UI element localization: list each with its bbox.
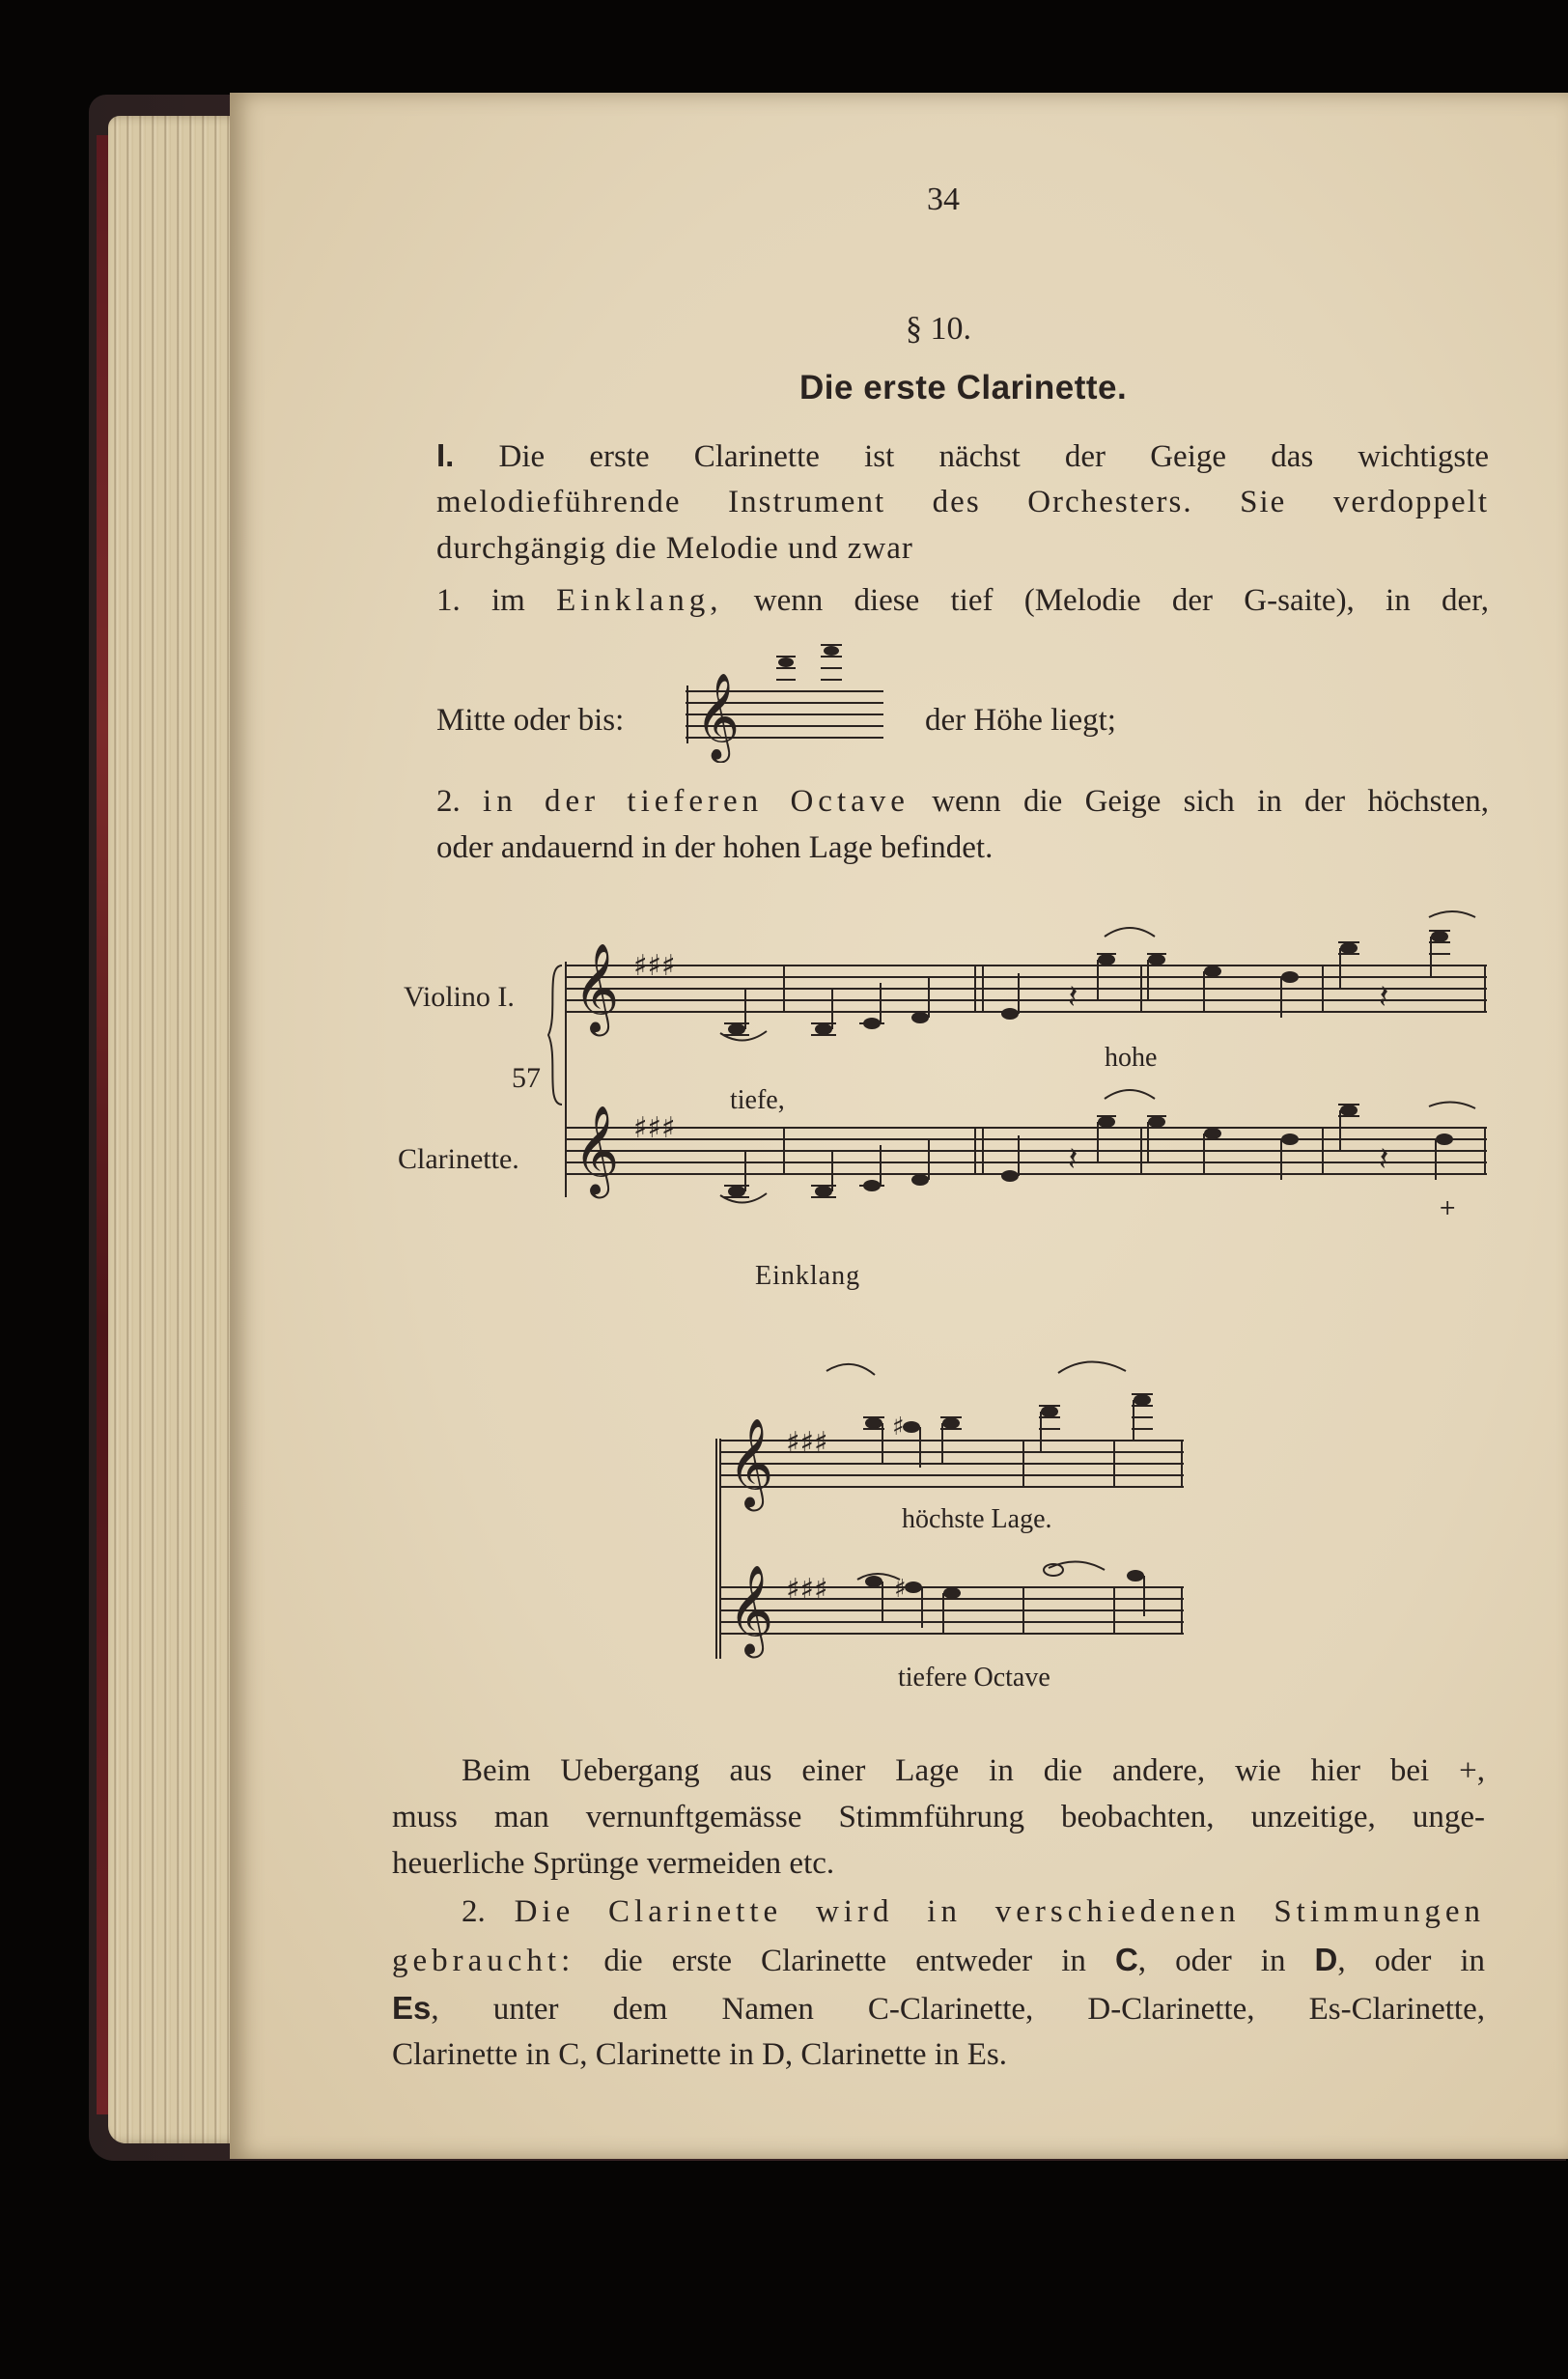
page-number: 34 [927,182,960,217]
svg-text:𝄽: 𝄽 [1379,978,1389,1017]
para4-line3 [392,1985,1485,2032]
para4-line2 [392,1937,1485,1984]
annotation-einklang: Einklang [755,1261,861,1291]
para4-line3-text: , unter dem Namen C-Clarinette, D-Clarinette, Es-Clarinette, [431,1992,1485,2027]
para1-line4-prefix: 1. im [436,583,525,618]
svg-text:𝄞: 𝄞 [728,1564,774,1654]
svg-text:♯♯♯: ♯♯♯ [633,949,676,983]
svg-text:♯: ♯ [892,1413,905,1441]
section-title: Die erste Clarinette. [799,369,1128,406]
svg-text:♯: ♯ [894,1575,907,1604]
para4-line2-b: , oder in [1137,1944,1286,1978]
svg-text:♯♯♯: ♯♯♯ [633,1111,676,1145]
annotation-hohe: hohe [1105,1043,1158,1073]
para1-line4-spaced: Einklang, [556,583,723,618]
para1-line5-before: Mitte oder bis: [436,703,625,738]
svg-text:𝄞: 𝄞 [574,1105,620,1194]
para4-line2-spaced: gebraucht: [392,1944,575,1978]
key-d: D [1314,1942,1338,1977]
svg-text:+: + [1439,1196,1457,1220]
para4-line4: Clarinette in C, Clarinette in D, Clarinette in Es. [392,2037,1007,2072]
svg-text:♯♯♯: ♯♯♯ [786,1426,828,1460]
clarinet-label: Clarinette. [398,1143,519,1175]
music-example-system-1 [541,908,1487,1255]
annotation-tiefere-octave: tiefere Octave [898,1663,1050,1693]
para1-line1-text: Die erste Clarinette ist nächst der Geige das wichtigste [498,439,1489,474]
para1-line2 [436,479,1489,525]
annotation-tiefe: tiefe, [730,1085,785,1115]
section-number: § 10. [906,311,971,347]
example-number: 57 [512,1062,541,1094]
para1-line4-rest: wenn diese tief (Melodie der G-saite), in der, [753,583,1490,618]
annotation-hochste-lage: höchste Lage. [902,1504,1052,1534]
para4-prefix: 2. [462,1894,486,1929]
para2-prefix: 2. [436,784,461,819]
key-es: Es [392,1990,432,2026]
para2-line1 [436,778,1489,825]
para4-line2-c: , oder in [1337,1944,1486,1978]
svg-text:𝄽: 𝄽 [1379,1140,1389,1179]
para2-line2: oder andauernd in der hohen Lage befindet. [436,830,994,865]
svg-text:𝄞: 𝄞 [728,1417,774,1507]
para1-line4 [436,577,1489,624]
para3-line1: Beim Uebergang aus einer Lage in die andere, wie hier bei +, [462,1753,1485,1788]
para2-spaced: in der tieferen Octave [483,784,910,819]
para1-lead: I. [436,437,455,473]
para4-line1-spaced: Die Clarinette wird in verschiedenen Stimmungen [514,1894,1486,1929]
para4-line1 [462,1889,1485,1935]
para2-line1-rest: wenn die Geige sich in der höchsten, [932,784,1490,819]
violin-label: Violino I. [404,981,515,1013]
inline-staff-range [676,628,888,763]
para1-line3 [436,525,1489,572]
para1-line3-text: durchgängig die Melodie und zwar [436,531,913,566]
key-c: C [1114,1942,1138,1977]
para3-line3: heuerliche Sprünge vermeiden etc. [392,1846,835,1881]
para4-line2-a: die erste Clarinette entweder in [603,1944,1086,1978]
svg-text:𝄞: 𝄞 [695,673,741,760]
para3-line2: muss man vernunftgemässe Stimmführung beobachten, unzeitige, unge- [392,1800,1485,1834]
svg-text:𝄽: 𝄽 [1068,1140,1078,1179]
para1-line5-after: der Höhe liegt; [925,703,1116,738]
svg-text:♯♯♯: ♯♯♯ [786,1573,828,1607]
para1-line2-text: melodieführende Instrument des Orchesters. Sie verdoppelt [436,485,1489,519]
para1-line1 [436,433,1489,480]
svg-text:𝄞: 𝄞 [574,942,620,1032]
svg-text:𝄽: 𝄽 [1068,978,1078,1017]
